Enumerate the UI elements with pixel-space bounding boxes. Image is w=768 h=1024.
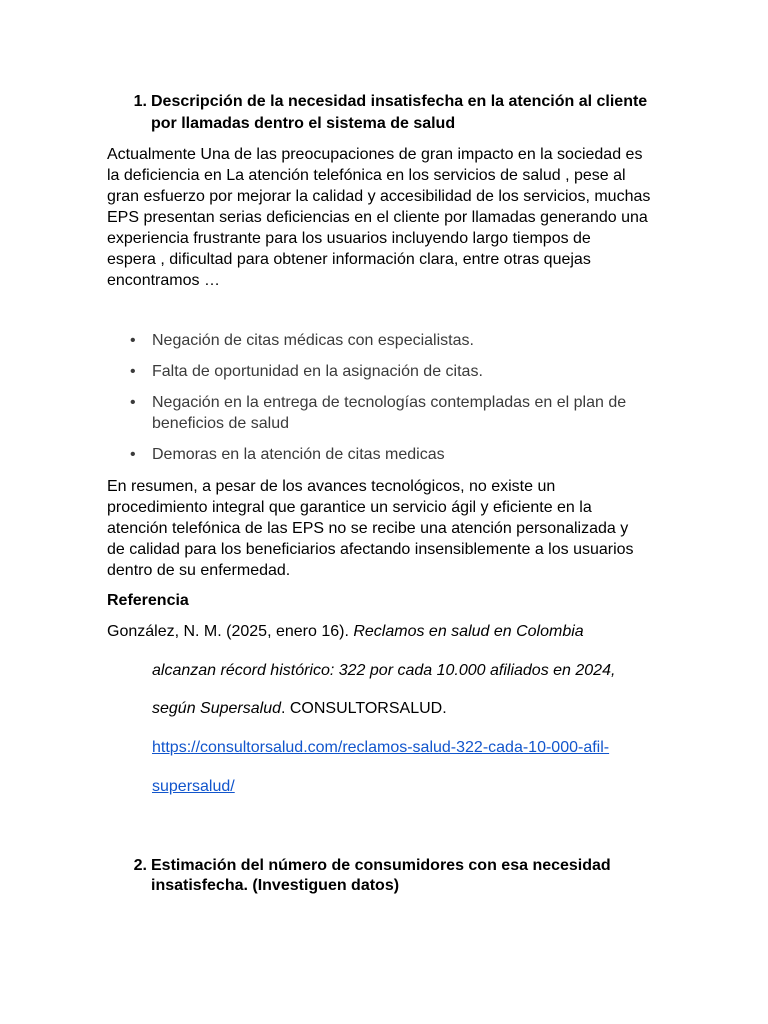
bullet-icon: • (130, 363, 136, 380)
intro-paragraph (107, 144, 667, 291)
list-item (107, 330, 652, 351)
section-2-heading-line-2: insatisfecha. (Investiguen datos) (151, 877, 400, 894)
list-item (107, 444, 652, 465)
section-2-heading-line-1: Estimación del número de consumidores con esa necesidad (151, 857, 611, 874)
intro-line: gran esfuerzo por mejorar la calidad y accesibilidad de los servicios, muchas (107, 188, 651, 205)
summary-line: atención telefónica de las EPS no se recibe una atención personalizada y (107, 520, 629, 537)
intro-line: experiencia frustrante para los usuarios incluyendo largo tiempos de (107, 230, 591, 247)
section-1-number: 1. (133, 93, 147, 110)
list-item-text: beneficios de salud (152, 415, 289, 432)
reference-line-1 (107, 621, 584, 642)
reference-heading: Referencia (107, 592, 189, 609)
reference-author-date: González, N. M. (2025, enero 16). (107, 623, 354, 640)
complaints-list (107, 330, 652, 465)
list-item-text: Negación en la entrega de tecnologías contempladas en el plan de (152, 394, 627, 411)
list-item-text: Falta de oportunidad en la asignación de citas. (152, 363, 483, 380)
list-item (107, 361, 652, 382)
reference-title: Reclamos en salud en Colombia (353, 623, 584, 640)
summary-line: procedimiento integral que garantice un servicio ágil y eficiente en la (107, 499, 592, 516)
list-item (107, 392, 652, 434)
section-2-number: 2. (133, 857, 147, 874)
list-item-text: Demoras en la atención de citas medicas (152, 446, 445, 463)
bullet-icon: • (130, 394, 136, 411)
intro-line: EPS presentan serias deficiencias en el cliente por llamadas generando una (107, 209, 648, 226)
reference-link-continuation[interactable]: supersalud/ (152, 778, 235, 795)
summary-line: de calidad para los beneficiarios afectando insensiblemente a los usuarios (107, 541, 634, 558)
section-1-heading-line-1: Descripción de la necesidad insatisfecha en la atención al cliente (151, 93, 648, 110)
section-2-heading (127, 856, 687, 900)
summary-line: dentro de su enfermedad. (107, 562, 291, 579)
reference-link[interactable]: https://consultorsalud.com/reclamos-salud-322-cada-10-000-afil- (152, 739, 610, 756)
reference-title-end: según Supersalud (152, 700, 281, 717)
intro-line: espera , dificultad para obtener información clara, entre otras quejas (107, 251, 591, 268)
bullet-icon: • (130, 332, 136, 349)
intro-line: encontramos … (107, 272, 220, 289)
reference-url-line-2 (152, 776, 235, 797)
section-1-heading-line-2: por llamadas dentro el sistema de salud (151, 115, 456, 132)
summary-line: En resumen, a pesar de los avances tecnológicos, no existe un (107, 478, 556, 495)
reference-title-line-2: alcanzan récord histórico: 322 por cada 10.000 afiliados en 2024, (152, 662, 616, 679)
section-1-heading (127, 91, 687, 135)
bullet-icon: • (130, 446, 136, 463)
intro-line: la deficiencia en La atención telefónica en los servicios de salud , pese al (107, 167, 626, 184)
reference-url-line-1 (152, 737, 609, 758)
list-item-text: Negación de citas médicas con especialistas. (152, 332, 474, 349)
intro-line: Actualmente Una de las preocupaciones de gran impacto en la sociedad es (107, 146, 643, 163)
reference-publisher: . CONSULTORSALUD. (280, 700, 447, 717)
summary-paragraph (107, 476, 667, 581)
reference-line-3 (152, 698, 447, 719)
